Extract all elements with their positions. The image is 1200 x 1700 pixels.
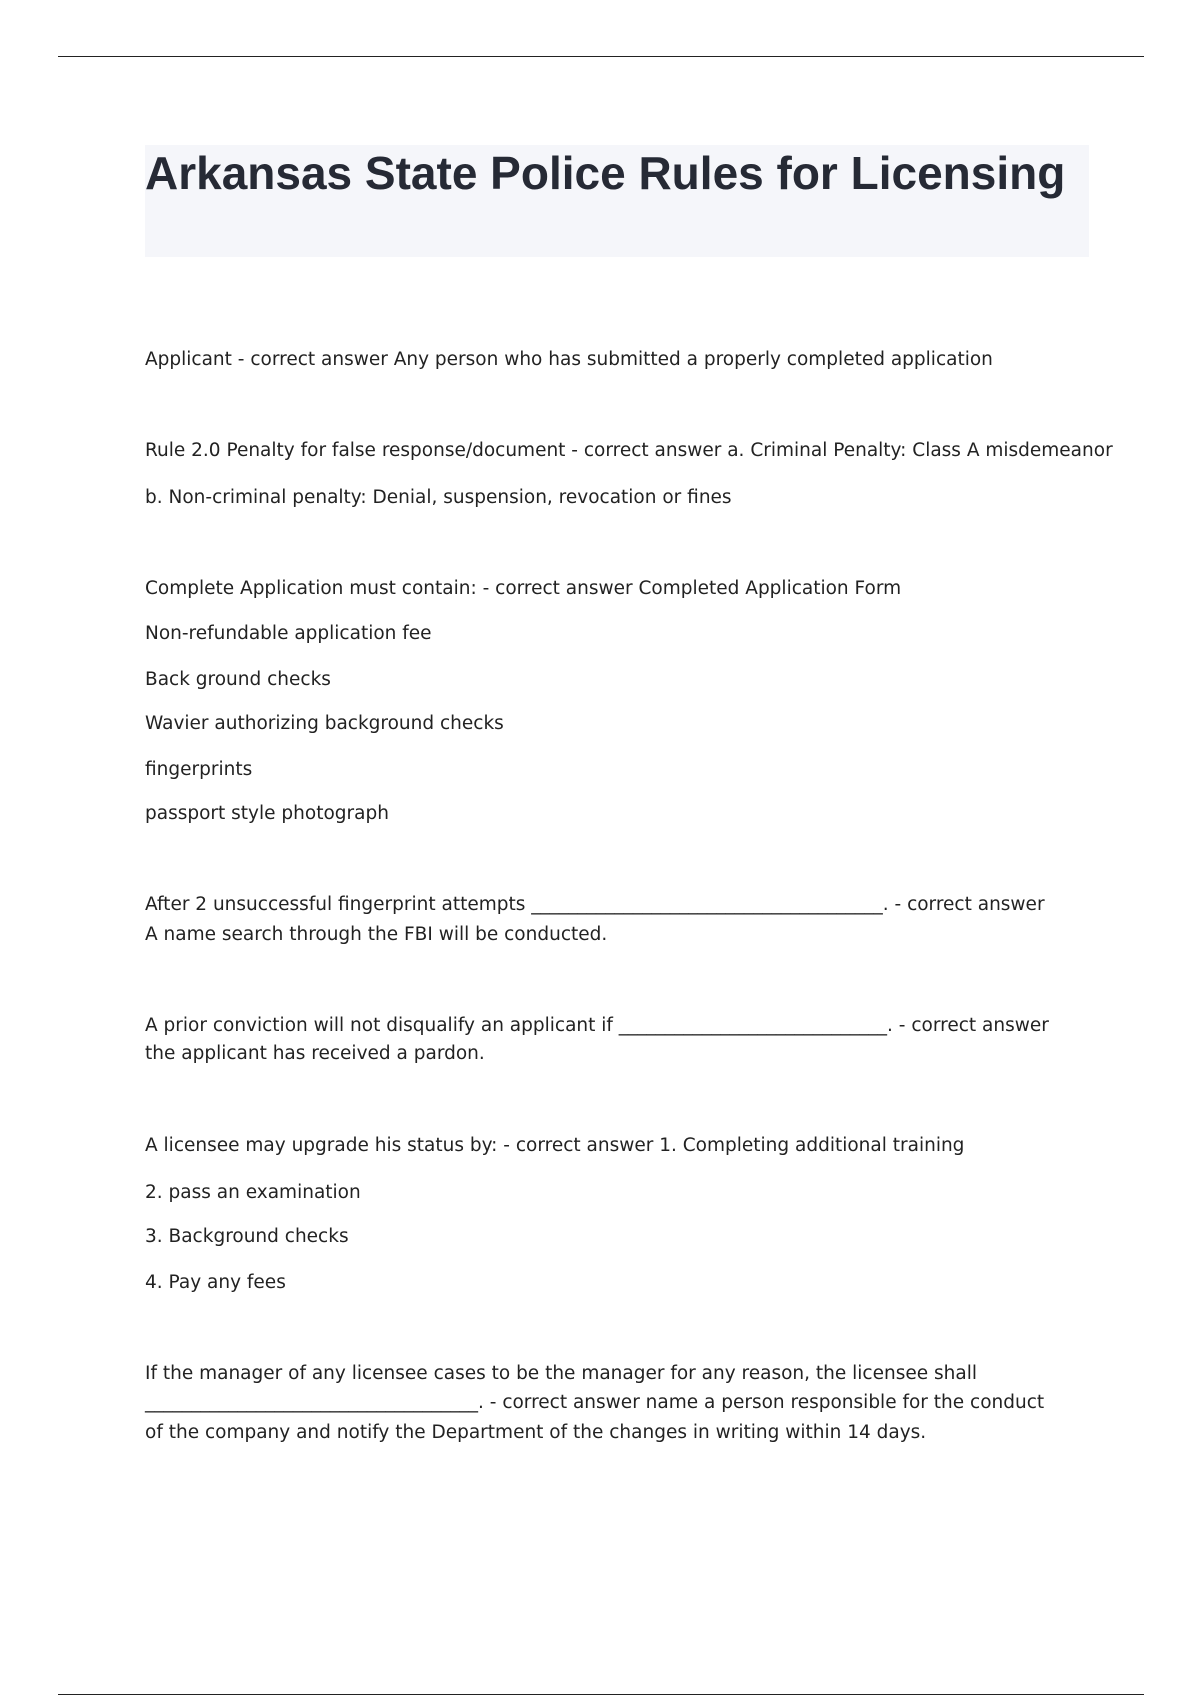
entry-complete-application-line-4: Wavier authorizing background checks <box>145 713 504 734</box>
top-divider <box>58 56 1144 57</box>
entry-rule-2-penalty: Rule 2.0 Penalty for false response/document - correct answer a. Criminal Penalty: Class A misdemeanor <box>145 440 1113 461</box>
document-title: Arkansas State Police Rules for Licensing <box>145 147 1066 199</box>
entry-complete-application-line-5: fingerprints <box>145 759 253 780</box>
entry-complete-application-line-2: Non-refundable application fee <box>145 623 432 644</box>
entry-prior-conviction-line-2: the applicant has received a pardon. <box>145 1043 485 1064</box>
entry-upgrade-status: A licensee may upgrade his status by: - correct answer 1. Completing additional training <box>145 1135 965 1156</box>
entry-complete-application-line-6: passport style photograph <box>145 803 389 824</box>
entry-fingerprint-attempts-line-2: A name search through the FBI will be conducted. <box>145 924 608 945</box>
entry-prior-conviction: A prior conviction will not disqualify an applicant if _____________________________. - correct answer <box>145 1015 1049 1036</box>
entry-manager-change-line-2: ____________________________________. - correct answer name a person responsible for the conduct <box>145 1392 1045 1413</box>
entry-upgrade-status-line-2: 2. pass an examination <box>145 1182 361 1203</box>
bottom-divider <box>58 1694 1144 1695</box>
entry-upgrade-status-line-3: 3. Background checks <box>145 1226 349 1247</box>
entry-applicant: Applicant - correct answer Any person who has submitted a properly completed application <box>145 349 993 370</box>
entry-manager-change: If the manager of any licensee cases to be the manager for any reason, the licensee shall <box>145 1363 977 1384</box>
entry-upgrade-status-line-4: 4. Pay any fees <box>145 1272 286 1293</box>
entry-complete-application-line-3: Back ground checks <box>145 669 331 690</box>
entry-complete-application: Complete Application must contain: - correct answer Completed Application Form <box>145 578 902 599</box>
entry-manager-change-line-3: of the company and notify the Department of the changes in writing within 14 days. <box>145 1422 927 1443</box>
entry-fingerprint-attempts: After 2 unsuccessful fingerprint attempts ______________________________________. - correct answer <box>145 894 1045 915</box>
entry-rule-2-penalty-line-2: b. Non-criminal penalty: Denial, suspension, revocation or fines <box>145 487 732 508</box>
